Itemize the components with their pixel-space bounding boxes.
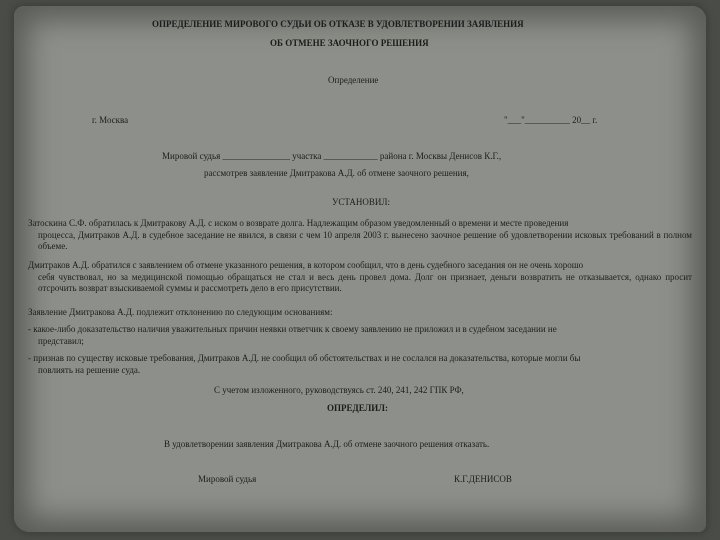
signature-label: Мировой судья	[198, 474, 257, 484]
paragraph-3: Заявление Дмитракова А.Д. подлежит отклонению по следующим основаниям:	[28, 307, 333, 317]
document-page	[14, 6, 706, 532]
paragraph-1-rest: процесса, Дмитраков А.Д. в судебное заседание не явился, в связи с чем 10 апреля 2003 г. вынесено заочное решение об удовлетворении исковых требований в полном объеме.	[38, 229, 692, 251]
considered-line: рассмотрев заявление Дмитракова А.Д. об отмене заочного решения,	[204, 168, 469, 178]
paragraph-2-rest: себя чувствовал, но за медицинской помощью обращаться не стал и весь день провел дома. Долг он признает, деньги возвратить не отказывается, однако просит отсрочить возврат взыскиваемой суммы и рассмотреть дело в его присутствии.	[38, 271, 692, 293]
paragraph-1-line-1: Затоскина С.Ф. обратилась к Дмитракову А.Д. с иском о возврате долга. Надлежащим образом уведомленный о времени и месте проведения	[28, 218, 569, 228]
guided-line: С учетом изложенного, руководствуясь ст. 240, 241, 242 ГПК РФ,	[214, 385, 464, 395]
judge-line: Мировой судья _______________ участка ____________ района г. Москвы Денисов К.Г.,	[162, 151, 502, 161]
decision-line: В удовлетворении заявления Дмитракова А.Д. об отмене заочного решения отказать.	[164, 439, 490, 449]
paragraph-1	[28, 218, 692, 253]
determined-heading: ОПРЕДЕЛИЛ:	[327, 403, 388, 413]
paragraph-5-rest: повлиять на решение суда.	[38, 364, 141, 375]
paragraph-4	[28, 324, 692, 347]
paragraph-5	[28, 353, 692, 376]
paragraph-4-line-1: - какое-либо доказательство наличия уважительных причин неявки ответчик к своему заявлению не приложил и в судебном заседании не	[28, 324, 557, 334]
date-line: "___"__________ 20__ г.	[504, 115, 598, 125]
document-subtitle: Определение	[328, 75, 379, 85]
document-title-line-2: ОБ ОТМЕНЕ ЗАОЧНОГО РЕШЕНИЯ	[270, 38, 429, 48]
paragraph-2-line-1: Дмитраков А.Д. обратился с заявлением об отмене указанного решения, в котором сообщил, что в день судебного заседания он не очень хорошо	[28, 260, 584, 270]
paragraph-5-line-1: - признав по существу исковые требования, Дмитраков А.Д. не сообщил об обстоятельствах и не сослался на доказательства, которые могли бы	[28, 353, 581, 363]
document-title-line-1: ОПРЕДЕЛЕНИЕ МИРОВОГО СУДЬИ ОБ ОТКАЗЕ В УДОВЛЕТВОРЕНИИ ЗАЯВЛЕНИЯ	[152, 19, 524, 29]
signature-name: К.Г.ДЕНИСОВ	[454, 474, 512, 484]
city: г. Москва	[92, 115, 129, 125]
paragraph-2	[28, 260, 692, 295]
paragraph-4-rest: представил;	[38, 335, 84, 346]
established-heading: УСТАНОВИЛ:	[332, 197, 391, 207]
